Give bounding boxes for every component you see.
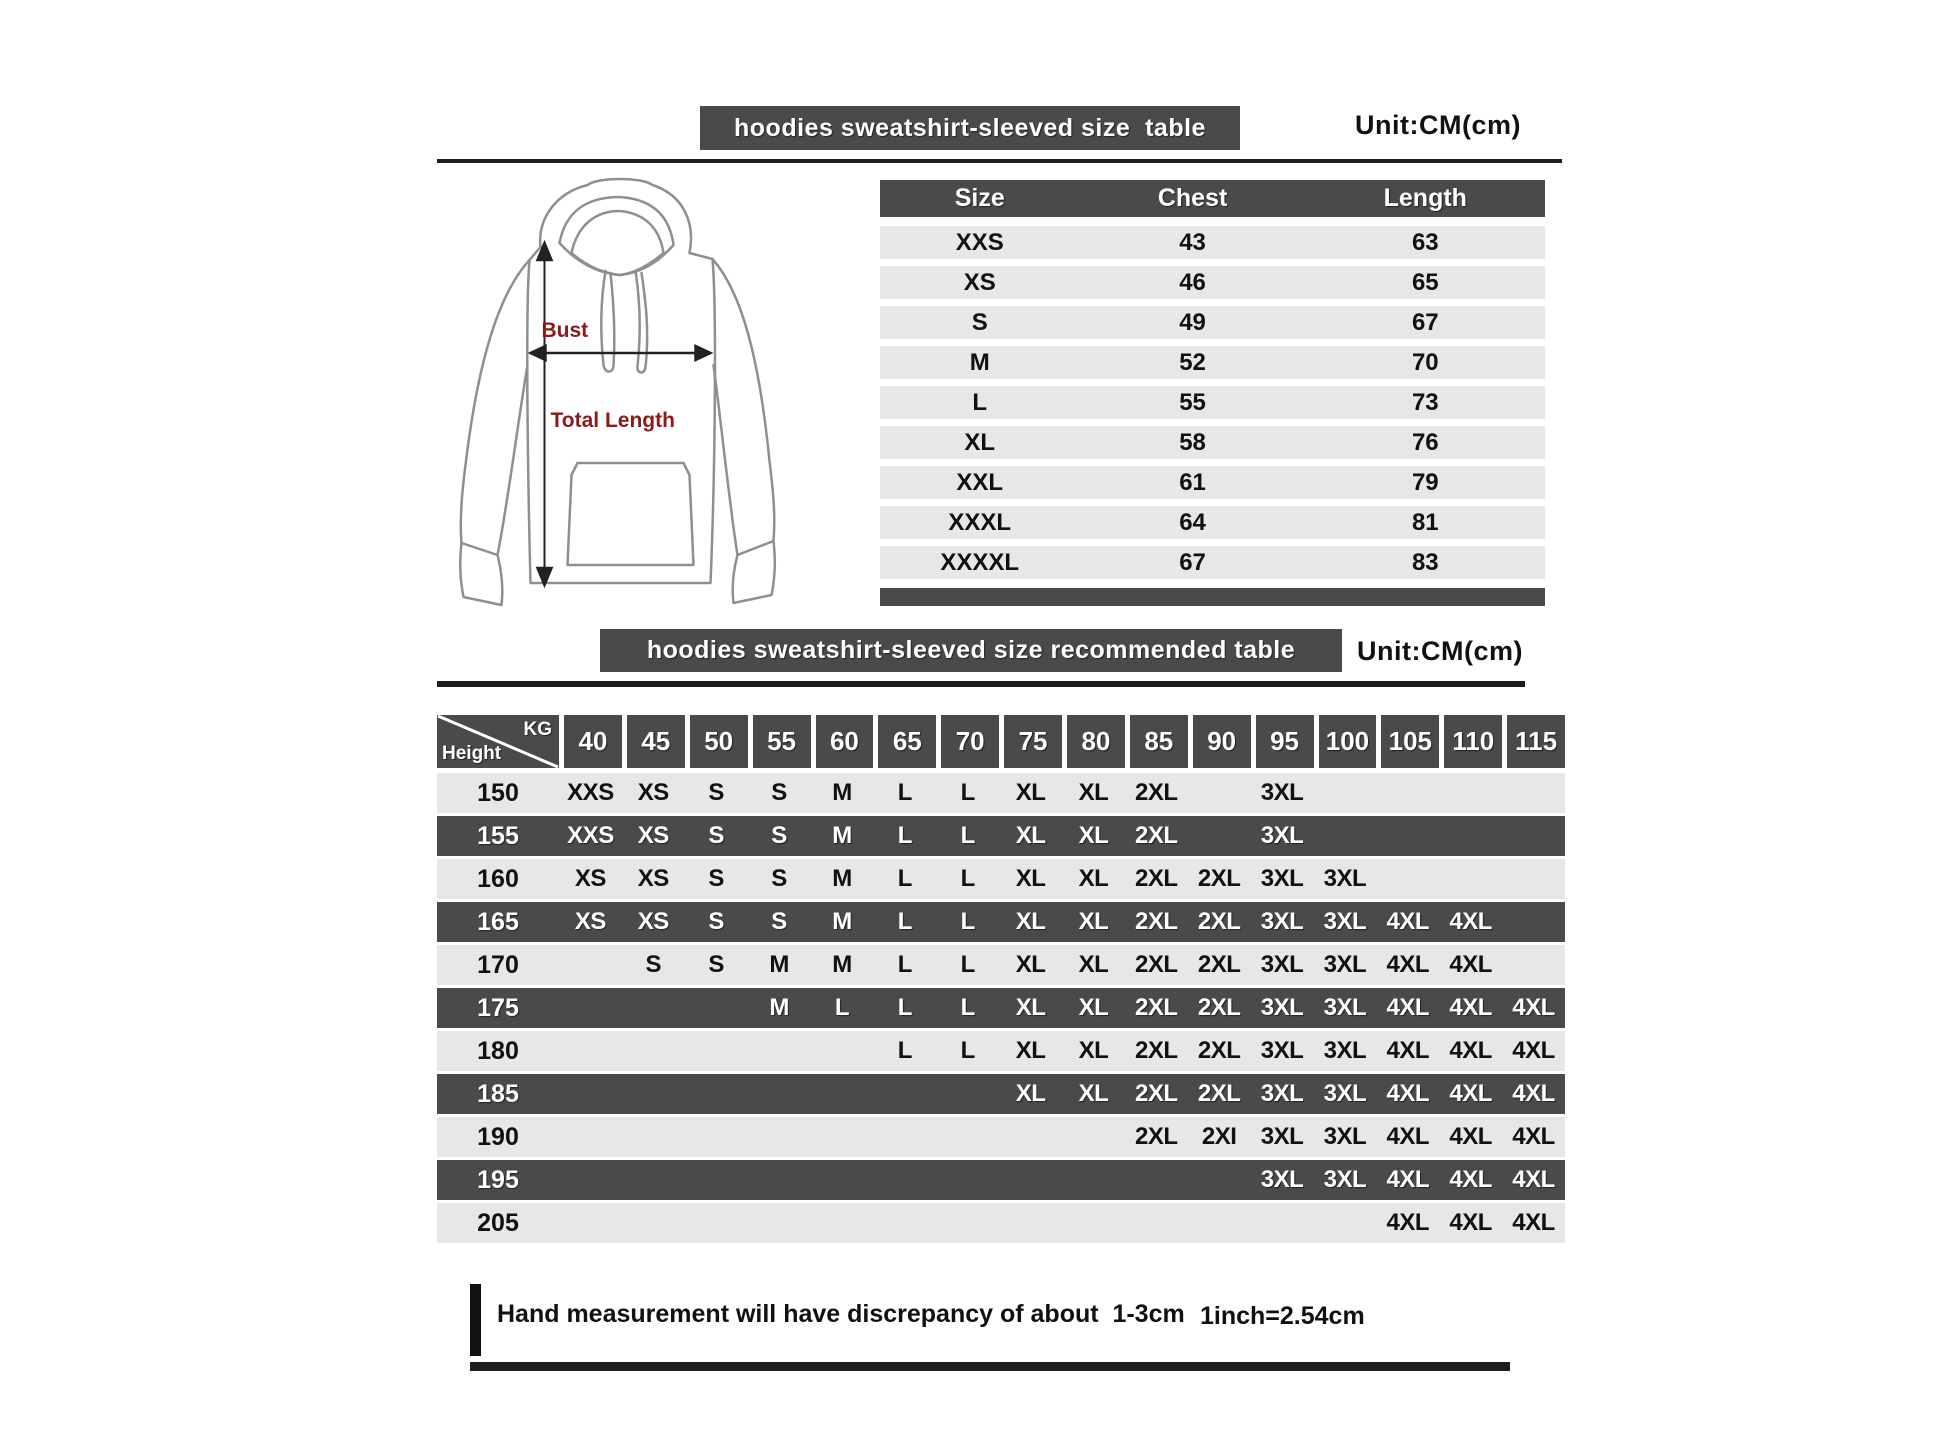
corner-height-label: Height	[442, 743, 502, 764]
chest-cell: 67	[1179, 548, 1206, 576]
size-recommendation-cell: XS	[574, 865, 606, 892]
size-recommendation-cell: 4XL	[1449, 1166, 1492, 1193]
size-recommendation-cell: 4XL	[1386, 994, 1430, 1021]
size-table-title: hoodies sweatshirt-sleeved size table	[700, 106, 1240, 150]
size-recommendation-cell: L	[960, 865, 975, 892]
size-recommendation-cell: 4XL	[1512, 1123, 1555, 1150]
size-recommendation-cell: 2XL	[1197, 865, 1241, 892]
size-recommendation-cell: XS	[637, 908, 669, 935]
size-recommendation-cell: L	[897, 1037, 912, 1064]
size-recommendation-cell: 2XL	[1197, 994, 1241, 1021]
height-row-label: 155	[477, 821, 519, 850]
footnote-text: Hand measurement will have discrepancy of about 1-3cm	[497, 1300, 1185, 1328]
height-row-label: 160	[477, 864, 519, 893]
size-cell: XL	[964, 428, 996, 456]
size-cell: XXS	[955, 228, 1004, 256]
size-recommendation-cell: 4XL	[1449, 951, 1492, 978]
height-row-label: 175	[477, 993, 519, 1022]
matrix-row	[437, 1031, 1565, 1071]
length-column-header: Length	[1383, 184, 1467, 212]
recommended-table-unit-label: Unit:CM(cm)	[1357, 636, 1523, 666]
size-recommendation-cell: M	[832, 779, 852, 806]
size-recommendation-cell: 2XL	[1135, 779, 1178, 806]
size-table-row	[880, 346, 1545, 379]
size-recommendation-cell: XL	[1078, 822, 1109, 849]
size-recommendation-cell: 3XL	[1323, 1166, 1367, 1193]
size-recommendation-cell: L	[960, 951, 975, 978]
size-recommendation-cell: 2XL	[1135, 822, 1178, 849]
matrix-body	[437, 773, 1565, 1243]
size-recommendation-cell: 4XL	[1449, 1209, 1492, 1236]
divider-line-middle	[437, 681, 1525, 687]
size-recommendation-cell: L	[960, 779, 975, 806]
size-recommendation-cell: XL	[1078, 994, 1109, 1021]
height-row-label: 190	[477, 1122, 519, 1151]
size-cell: S	[971, 308, 988, 336]
size-recommendation-cell: 4XL	[1386, 951, 1430, 978]
divider-line-top	[437, 159, 1562, 163]
matrix-row	[437, 859, 1565, 899]
size-recommendation-cell: XXS	[567, 822, 614, 849]
matrix-row	[437, 1117, 1565, 1157]
size-recommendation-cell: S	[645, 951, 662, 978]
size-recommendation-cell: S	[771, 779, 787, 806]
size-recommendation-cell: 4XL	[1512, 994, 1555, 1021]
weight-column-header: 45	[627, 715, 685, 768]
size-cell: M	[969, 348, 990, 376]
size-recommendation-cell: 4XL	[1449, 908, 1492, 935]
size-recommendation-cell: XL	[1078, 1037, 1109, 1064]
size-recommendation-cell: XL	[1015, 822, 1046, 849]
size-recommendation-cell: 2XL	[1135, 1123, 1178, 1150]
size-recommendation-cell: XL	[1015, 951, 1046, 978]
length-cell: 67	[1411, 308, 1439, 336]
length-cell: 81	[1411, 508, 1439, 536]
size-recommendation-cell: L	[897, 865, 912, 892]
size-recommendation-cell: L	[897, 779, 912, 806]
chest-cell: 46	[1179, 268, 1206, 296]
matrix-row	[437, 1160, 1565, 1200]
size-recommendation-cell: 4XL	[1449, 1080, 1492, 1107]
size-table-row	[880, 466, 1545, 499]
height-row-label: 170	[477, 950, 519, 979]
size-recommendation-cell: 2XL	[1135, 951, 1178, 978]
weight-column-header: 95	[1256, 715, 1314, 768]
matrix-row	[437, 902, 1565, 942]
size-recommendation-cell: L	[897, 951, 912, 978]
length-cell: 83	[1411, 548, 1439, 576]
size-recommendation-cell: 3XL	[1323, 865, 1367, 892]
size-recommendation-cell: 2XL	[1135, 1037, 1178, 1064]
size-recommendation-cell: 3XL	[1260, 1166, 1304, 1193]
corner-kg-label: KG	[523, 719, 552, 740]
size-recommendation-cell: L	[834, 994, 850, 1021]
size-recommendation-cell: 4XL	[1512, 1209, 1555, 1236]
size-recommendation-cell: 3XL	[1260, 994, 1304, 1021]
length-cell: 73	[1411, 388, 1439, 416]
height-row-label: 195	[477, 1165, 519, 1194]
matrix-row	[437, 773, 1565, 813]
size-column-header: Size	[954, 184, 1005, 212]
size-recommendation-cell: 4XL	[1512, 1166, 1555, 1193]
size-recommendation-cell: 3XL	[1323, 908, 1367, 935]
weight-header-cells	[564, 715, 1565, 768]
chest-cell: 61	[1179, 468, 1206, 496]
size-cell: XXL	[956, 468, 1004, 496]
size-cell: XXXXL	[940, 548, 1020, 576]
weight-column-header: 85	[1130, 715, 1188, 768]
weight-column-header: 55	[753, 715, 811, 768]
size-recommendation-cell: 3XL	[1260, 779, 1304, 806]
size-recommendation-cell: 3XL	[1260, 1080, 1304, 1107]
size-recommendation-cell: 4XL	[1449, 1123, 1492, 1150]
height-row-label: 185	[477, 1079, 519, 1108]
matrix-corner-cell	[437, 715, 559, 768]
length-cell: 63	[1411, 228, 1439, 256]
size-recommendation-cell: L	[960, 908, 975, 935]
size-recommendation-cell: 3XL	[1260, 865, 1304, 892]
matrix-row	[437, 945, 1565, 985]
chest-cell: 58	[1179, 428, 1206, 456]
size-recommendation-cell: M	[832, 865, 852, 892]
chest-column-header: Chest	[1157, 184, 1228, 212]
size-recommendation-cell: 2XL	[1135, 994, 1178, 1021]
weight-column-header: 75	[1004, 715, 1062, 768]
weight-column-header: 105	[1381, 715, 1439, 768]
size-recommendation-cell: 3XL	[1323, 1123, 1367, 1150]
size-recommendation-cell: 4XL	[1449, 994, 1492, 1021]
chest-cell: 43	[1179, 228, 1206, 256]
size-recommendation-cell: 3XL	[1260, 1037, 1304, 1064]
size-recommendation-cell: 3XL	[1323, 994, 1367, 1021]
matrix-row	[437, 816, 1565, 856]
size-recommendation-cell: 2XI	[1201, 1123, 1237, 1150]
size-recommendation-cell: XL	[1015, 1080, 1046, 1107]
size-recommendation-cell: L	[897, 908, 912, 935]
size-recommendation-cell: M	[769, 951, 789, 978]
size-table-body	[880, 226, 1545, 586]
weight-column-header: 115	[1507, 715, 1565, 768]
size-recommendation-cell: S	[771, 822, 787, 849]
size-recommendation-cell: XL	[1015, 779, 1046, 806]
size-recommendation-cell: S	[708, 908, 724, 935]
length-cell: 76	[1411, 428, 1439, 456]
size-table-unit-label: Unit:CM(cm)	[1355, 110, 1521, 140]
size-recommendation-cell: 4XL	[1386, 1080, 1430, 1107]
size-recommendation-cell: XS	[637, 865, 669, 892]
inch-conversion-text: 1inch=2.54cm	[1200, 1302, 1365, 1330]
chest-cell: 49	[1179, 308, 1206, 336]
size-recommendation-cell: 3XL	[1323, 1080, 1367, 1107]
size-recommendation-cell: 2XL	[1197, 1037, 1241, 1064]
weight-column-header: 90	[1193, 715, 1251, 768]
size-recommendation-cell: XS	[637, 779, 669, 806]
size-recommendation-cell: 3XL	[1260, 951, 1304, 978]
size-recommendation-cell: XL	[1078, 908, 1109, 935]
size-table-row	[880, 386, 1545, 419]
matrix-row	[437, 988, 1565, 1028]
size-table	[880, 180, 1545, 606]
size-recommendation-cell: S	[708, 951, 724, 978]
size-recommendation-cell: 2XL	[1197, 908, 1241, 935]
height-row-label: 165	[477, 907, 519, 936]
size-recommendation-cell: 2XL	[1197, 951, 1241, 978]
size-recommendation-cell: L	[897, 822, 912, 849]
size-recommendation-cell: XL	[1015, 865, 1046, 892]
size-recommendation-cell: 4XL	[1386, 1166, 1430, 1193]
recommended-table-title: hoodies sweatshirt-sleeved size recommended table	[600, 629, 1342, 672]
size-cell: L	[972, 388, 988, 416]
size-recommendation-cell: L	[960, 1037, 975, 1064]
hoodie-diagram	[435, 165, 830, 630]
hoodie-outline	[460, 179, 775, 605]
size-table-header	[880, 180, 1545, 217]
size-table-row	[880, 426, 1545, 459]
size-recommendation-cell: 3XL	[1260, 822, 1304, 849]
size-recommendation-cell: L	[960, 994, 975, 1021]
chest-cell: 52	[1179, 348, 1206, 376]
size-recommendation-cell: XL	[1078, 1080, 1109, 1107]
size-recommendation-cell: XS	[574, 908, 606, 935]
weight-column-header: 50	[690, 715, 748, 768]
size-recommendation-cell: 4XL	[1386, 908, 1430, 935]
size-recommendation-cell: 3XL	[1260, 908, 1304, 935]
size-recommendation-cell: 3XL	[1323, 951, 1367, 978]
weight-column-header: 70	[941, 715, 999, 768]
size-table-footer-bar	[880, 588, 1545, 606]
size-recommendation-cell: 4XL	[1449, 1037, 1492, 1064]
height-row-label: 205	[477, 1208, 519, 1237]
size-recommendation-cell: 3XL	[1323, 1037, 1367, 1064]
size-recommendation-cell: M	[832, 822, 852, 849]
total-length-label: Total Length	[550, 409, 675, 432]
size-recommendation-cell: S	[708, 865, 724, 892]
size-recommendation-cell: M	[832, 951, 852, 978]
weight-column-header: 80	[1067, 715, 1125, 768]
chest-cell: 55	[1179, 388, 1206, 416]
matrix-row	[437, 1203, 1565, 1243]
size-recommendation-cell: L	[897, 994, 912, 1021]
bust-label: Bust	[541, 319, 589, 342]
weight-column-header: 100	[1319, 715, 1377, 768]
size-recommendation-cell: 2XL	[1135, 908, 1178, 935]
weight-column-header: 40	[564, 715, 622, 768]
size-recommendation-cell: XL	[1078, 779, 1109, 806]
chest-cell: 64	[1179, 508, 1206, 536]
size-recommendation-cell: XL	[1015, 994, 1046, 1021]
size-recommendation-cell: 4XL	[1512, 1080, 1555, 1107]
size-recommendation-cell: XL	[1015, 1037, 1046, 1064]
size-recommendation-cell: XL	[1078, 865, 1109, 892]
size-table-row	[880, 546, 1545, 579]
size-recommendation-cell: 2XL	[1135, 865, 1178, 892]
size-table-row	[880, 226, 1545, 259]
size-cell: XS	[963, 268, 996, 296]
weight-column-header: 65	[878, 715, 936, 768]
size-recommendation-cell: 4XL	[1386, 1209, 1430, 1236]
divider-line-bottom	[470, 1362, 1510, 1371]
size-recommendation-cell: 4XL	[1386, 1037, 1430, 1064]
size-recommendation-cell: XXS	[567, 779, 614, 806]
size-recommendation-cell: S	[708, 822, 724, 849]
height-row-label: 180	[477, 1036, 519, 1065]
length-cell: 79	[1411, 468, 1439, 496]
size-recommendation-cell: 2XL	[1197, 1080, 1241, 1107]
weight-column-header: 60	[816, 715, 874, 768]
size-recommendation-cell: XL	[1015, 908, 1046, 935]
size-recommendation-cell: L	[960, 822, 975, 849]
size-recommendation-cell: 2XL	[1135, 1080, 1178, 1107]
size-cell: XXXL	[948, 508, 1012, 536]
size-table-row	[880, 306, 1545, 339]
size-table-row	[880, 266, 1545, 299]
length-cell: 65	[1411, 268, 1439, 296]
footnote-accent-bar	[470, 1284, 481, 1356]
matrix-header-row	[437, 715, 1565, 768]
size-table-row	[880, 506, 1545, 539]
matrix-row	[437, 1074, 1565, 1114]
size-recommendation-cell: 4XL	[1512, 1037, 1555, 1064]
length-cell: 70	[1411, 348, 1439, 376]
size-recommendation-cell: XS	[637, 822, 669, 849]
size-recommendation-cell: S	[771, 865, 787, 892]
size-recommendation-cell: M	[832, 908, 852, 935]
size-recommendation-cell: M	[769, 994, 789, 1021]
size-recommendation-cell: 3XL	[1260, 1123, 1304, 1150]
size-recommendation-cell: S	[708, 779, 724, 806]
recommended-size-matrix	[437, 715, 1565, 1246]
weight-column-header: 110	[1444, 715, 1502, 768]
size-recommendation-cell: XL	[1078, 951, 1109, 978]
height-row-label: 150	[477, 778, 519, 807]
size-recommendation-cell: 4XL	[1386, 1123, 1430, 1150]
size-recommendation-cell: S	[771, 908, 787, 935]
